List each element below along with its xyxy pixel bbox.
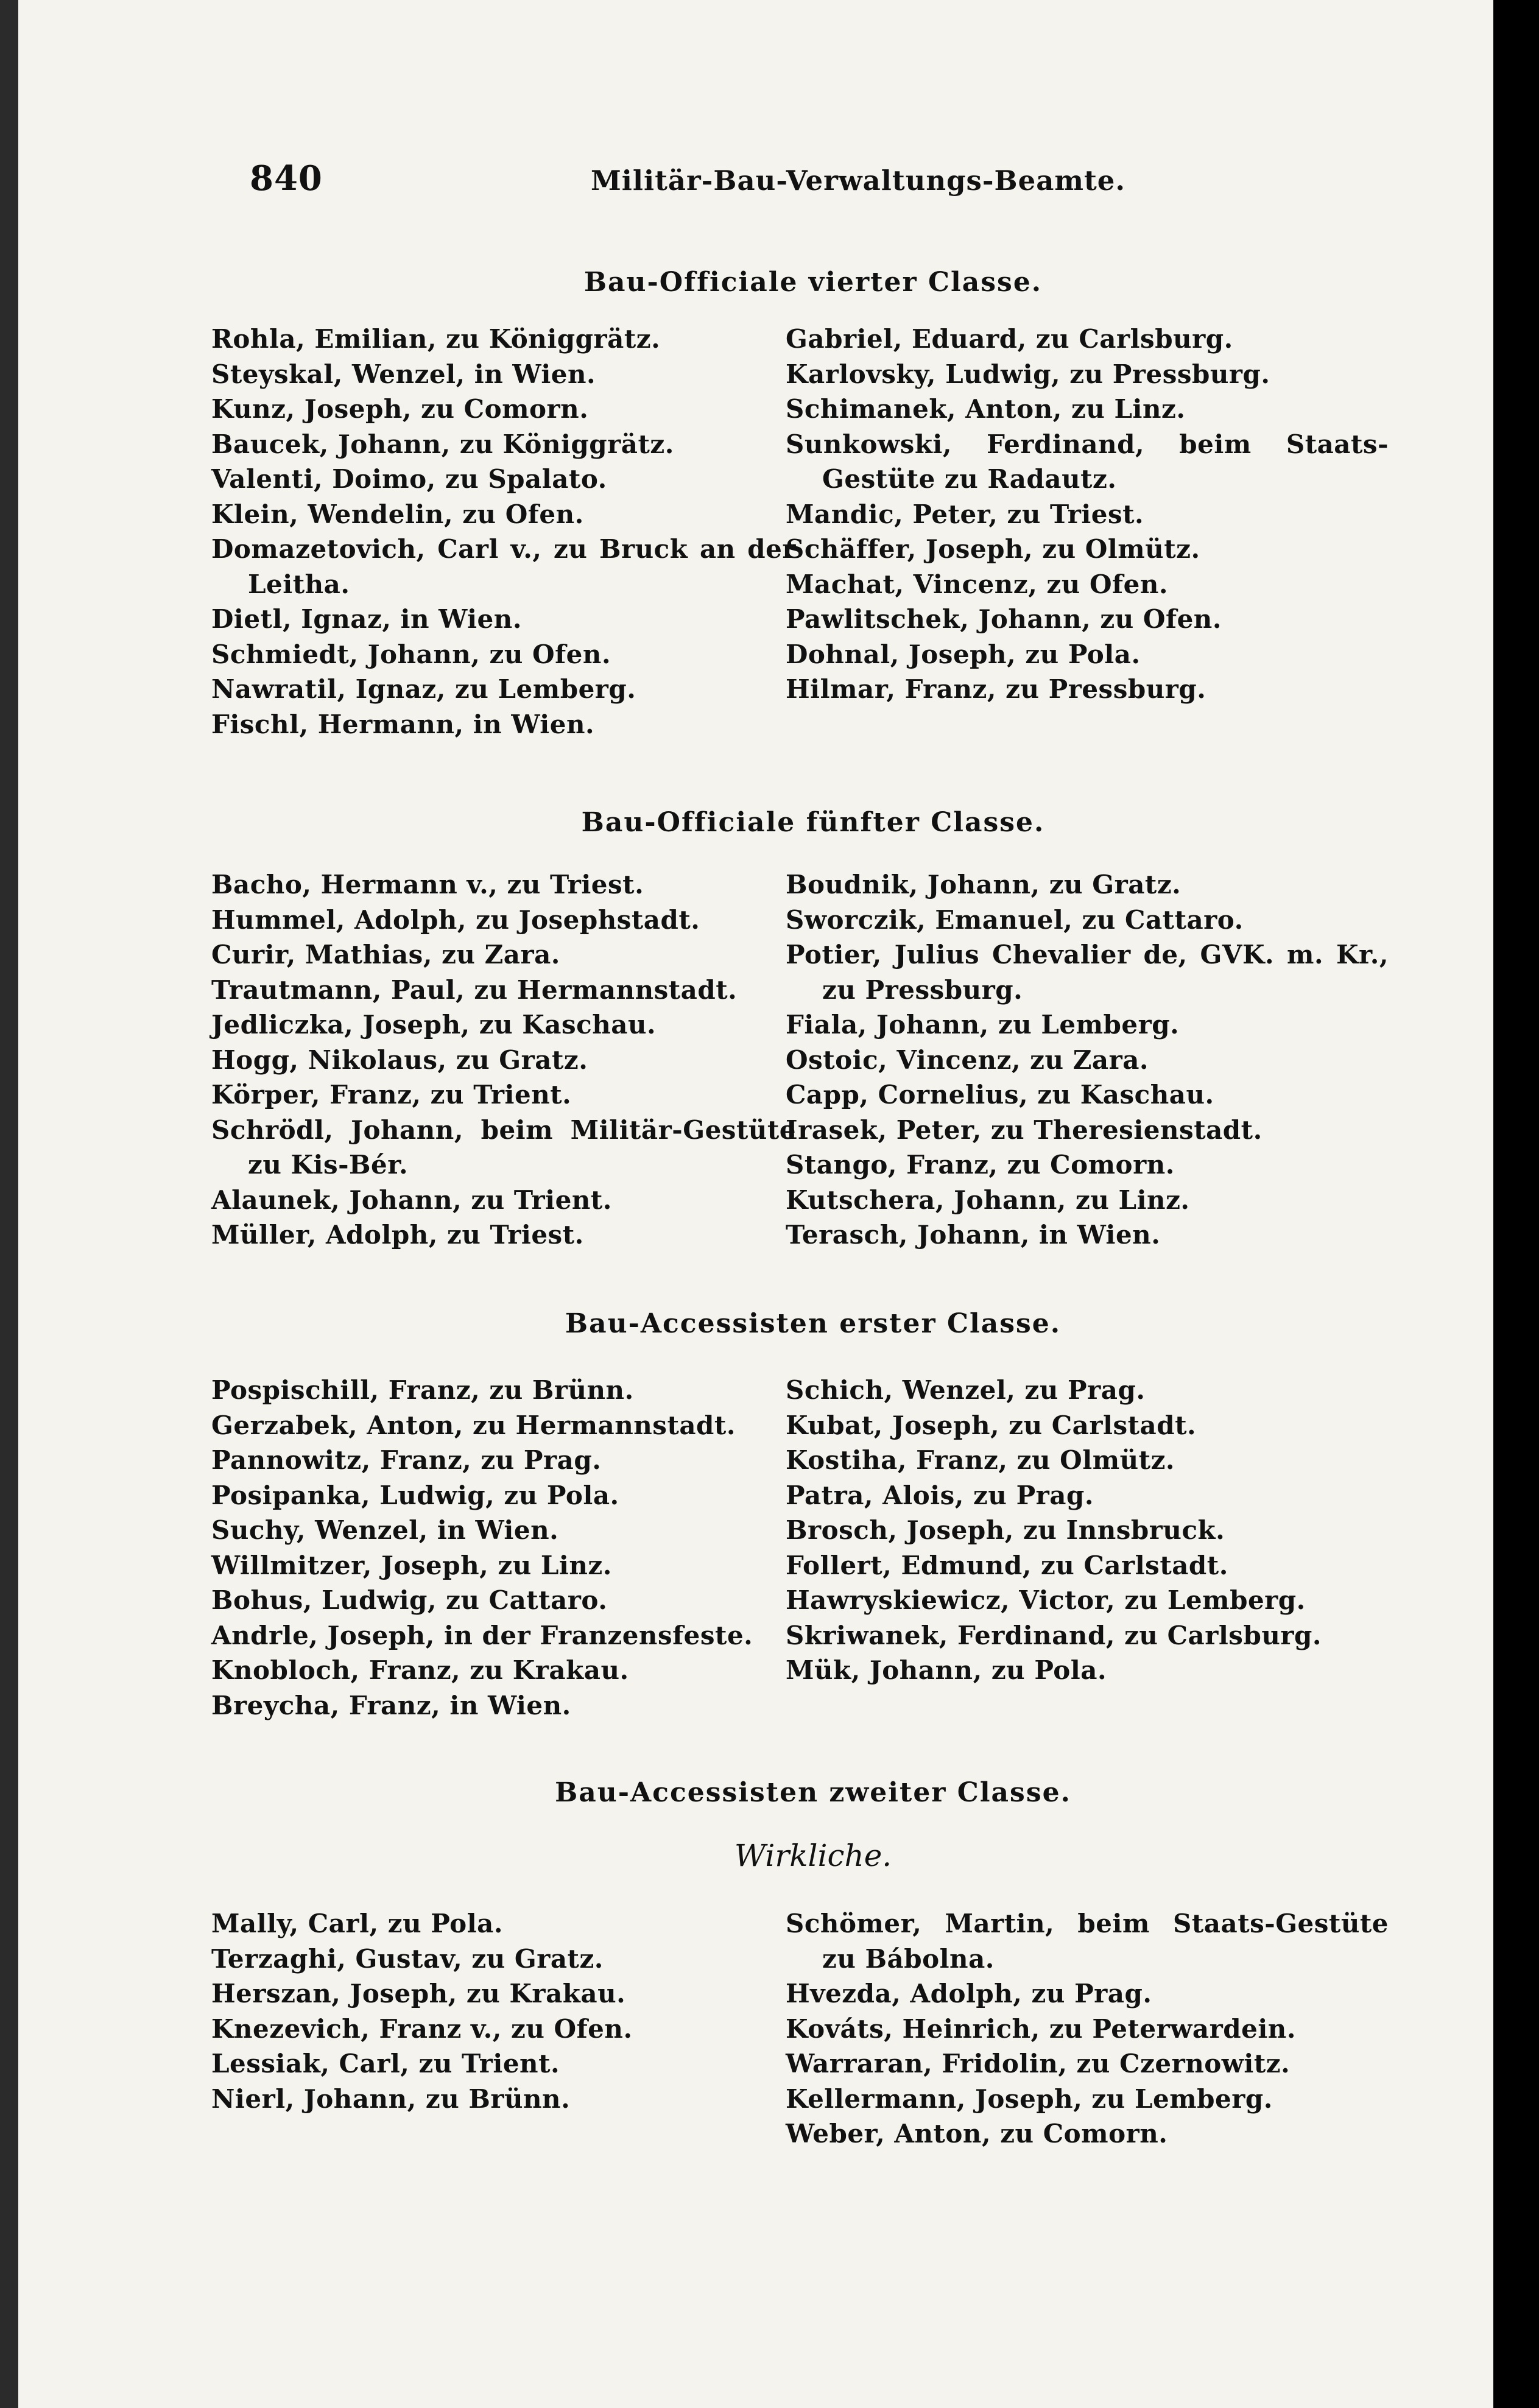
- section-title-officiale-4: Bau-Officiale vierter Classe.: [583, 267, 1043, 298]
- list-item: Domazetovich, Carl v., zu Bruck an der Leitha.: [211, 534, 796, 599]
- section-2-right-column: [786, 867, 1389, 1253]
- list-item: Mandic, Peter, zu Triest.: [786, 499, 1144, 529]
- list-item: Knobloch, Franz, zu Krakau.: [211, 1655, 629, 1685]
- list-item: Herszan, Joseph, zu Krakau.: [211, 1979, 626, 2008]
- list-item: Boudnik, Johann, zu Gratz.: [786, 870, 1182, 899]
- list-item: Schich, Wenzel, zu Prag.: [786, 1375, 1146, 1405]
- section-title-accessisten-2: Bau-Accessisten zweiter Classe.: [555, 1777, 1071, 1808]
- list-item: Gabriel, Eduard, zu Carlsburg.: [786, 324, 1233, 354]
- list-item: Sunkowski, Ferdinand, beim Staats-Gestüte zu Radautz.: [786, 429, 1389, 494]
- list-item: Breycha, Franz, in Wien.: [211, 1690, 571, 1720]
- list-item: Kubat, Joseph, zu Carlstadt.: [786, 1410, 1197, 1440]
- section-title-accessisten-1: Bau-Accessisten erster Classe.: [565, 1308, 1062, 1339]
- list-item: Schömer, Martin, beim Staats-Gestüte zu Bábolna.: [786, 1909, 1389, 1974]
- list-item: Hvezda, Adolph, zu Prag.: [786, 1979, 1152, 2008]
- list-item: Steyskal, Wenzel, in Wien.: [211, 359, 596, 389]
- list-item: Hogg, Nikolaus, zu Gratz.: [211, 1044, 588, 1075]
- list-item: Nierl, Johann, zu Brünn.: [211, 2083, 571, 2114]
- list-item: Kostiha, Franz, zu Olmütz.: [786, 1445, 1175, 1475]
- list-item: Hilmar, Franz, zu Pressburg.: [786, 674, 1206, 704]
- list-item: Andrle, Joseph, in der Franzensfeste.: [211, 1620, 753, 1650]
- list-item: Lessiak, Carl, zu Trient.: [211, 2049, 560, 2079]
- section-1-left-column: [211, 322, 796, 742]
- list-item: Warraran, Fridolin, zu Czernowitz.: [786, 2049, 1291, 2079]
- list-item: Alaunek, Johann, zu Trient.: [211, 1185, 612, 1215]
- scan-edge: [0, 0, 18, 2408]
- list-item: Klein, Wendelin, zu Ofen.: [211, 499, 584, 529]
- list-item: Hawryskiewicz, Victor, zu Lemberg.: [786, 1585, 1306, 1615]
- list-item: Müller, Adolph, zu Triest.: [211, 1220, 584, 1250]
- list-item: Terzaghi, Gustav, zu Gratz.: [211, 1943, 604, 1974]
- list-item: Schimanek, Anton, zu Linz.: [786, 394, 1186, 424]
- page-number: 840: [250, 158, 323, 199]
- list-item: Trautmann, Paul, zu Hermannstadt.: [211, 974, 738, 1005]
- list-item: Bohus, Ludwig, zu Cattaro.: [211, 1585, 608, 1615]
- list-item: Bacho, Hermann v., zu Triest.: [211, 870, 644, 899]
- list-item: Brosch, Joseph, zu Innsbruck.: [786, 1515, 1225, 1545]
- section-4-right-column: [786, 1906, 1389, 2152]
- list-item: Schrödl, Johann, beim Militär-Gestüte zu Kis-Bér.: [211, 1114, 796, 1180]
- list-item: Skriwanek, Ferdinand, zu Carlsburg.: [786, 1620, 1322, 1650]
- section-4-left-column: [211, 1906, 796, 2116]
- list-item: Jedliczka, Joseph, zu Kaschau.: [211, 1010, 657, 1040]
- list-item: Pannowitz, Franz, zu Prag.: [211, 1445, 602, 1475]
- list-item: Weber, Anton, zu Comorn.: [786, 2119, 1168, 2149]
- list-item: Kováts, Heinrich, zu Peterwardein.: [786, 2013, 1296, 2044]
- list-item: Ostoic, Vincenz, zu Zara.: [786, 1044, 1149, 1075]
- section-3-right-column: [786, 1373, 1389, 1688]
- list-item: Capp, Cornelius, zu Kaschau.: [786, 1080, 1214, 1110]
- list-item: Follert, Edmund, zu Carlstadt.: [786, 1550, 1228, 1580]
- list-item: Nawratil, Ignaz, zu Lemberg.: [211, 674, 636, 704]
- list-item: Dohnal, Joseph, zu Pola.: [786, 639, 1141, 669]
- list-item: Mally, Carl, zu Pola.: [211, 1909, 503, 1938]
- list-item: Curir, Mathias, zu Zara.: [211, 940, 560, 970]
- list-item: Rohla, Emilian, zu Königgrätz.: [211, 324, 661, 354]
- list-item: Hummel, Adolph, zu Josephstadt.: [211, 904, 700, 935]
- list-item: Willmitzer, Joseph, zu Linz.: [211, 1550, 612, 1580]
- list-item: Karlovsky, Ludwig, zu Pressburg.: [786, 359, 1270, 389]
- list-item: Pospischill, Franz, zu Brünn.: [211, 1375, 634, 1405]
- list-item: Gerzabek, Anton, zu Hermannstadt.: [211, 1410, 736, 1440]
- list-item: Kellermann, Joseph, zu Lemberg.: [786, 2083, 1273, 2114]
- running-title: Militär-Bau-Verwaltungs-Beamte.: [591, 164, 1126, 197]
- list-item: Fischl, Hermann, in Wien.: [211, 709, 595, 739]
- list-item: Knezevich, Franz v., zu Ofen.: [211, 2013, 633, 2044]
- section-2-left-column: [211, 867, 796, 1253]
- list-item: Valenti, Doimo, zu Spalato.: [211, 464, 607, 494]
- list-item: Mük, Johann, zu Pola.: [786, 1655, 1107, 1685]
- list-item: Pawlitschek, Johann, zu Ofen.: [786, 604, 1222, 634]
- list-item: Dietl, Ignaz, in Wien.: [211, 604, 522, 634]
- list-item: Irasek, Peter, zu Theresienstadt.: [786, 1114, 1263, 1145]
- section-3-left-column: [211, 1373, 796, 1723]
- list-item: Sworczik, Emanuel, zu Cattaro.: [786, 904, 1244, 935]
- list-item: Machat, Vincenz, zu Ofen.: [786, 569, 1168, 599]
- list-item: Posipanka, Ludwig, zu Pola.: [211, 1480, 619, 1510]
- list-item: Patra, Alois, zu Prag.: [786, 1480, 1094, 1510]
- list-item: Schmiedt, Johann, zu Ofen.: [211, 639, 611, 669]
- list-item: Fiala, Johann, zu Lemberg.: [786, 1010, 1180, 1040]
- list-item: Stango, Franz, zu Comorn.: [786, 1150, 1175, 1180]
- list-item: Suchy, Wenzel, in Wien.: [211, 1515, 559, 1545]
- list-item: Potier, Julius Chevalier de, GVK. m. Kr., zu Pressburg.: [786, 940, 1389, 1005]
- list-item: Kunz, Joseph, zu Comorn.: [211, 394, 589, 424]
- section-1-right-column: [786, 322, 1389, 707]
- list-item: Baucek, Johann, zu Königgrätz.: [211, 429, 674, 459]
- list-item: Terasch, Johann, in Wien.: [786, 1220, 1161, 1250]
- section-title-officiale-5: Bau-Officiale fünfter Classe.: [581, 807, 1045, 838]
- list-item: Körper, Franz, zu Trient.: [211, 1080, 572, 1110]
- subsection-title: Wirkliche.: [734, 1838, 892, 1873]
- list-item: Schäffer, Joseph, zu Olmütz.: [786, 534, 1200, 564]
- list-item: Kutschera, Johann, zu Linz.: [786, 1185, 1190, 1215]
